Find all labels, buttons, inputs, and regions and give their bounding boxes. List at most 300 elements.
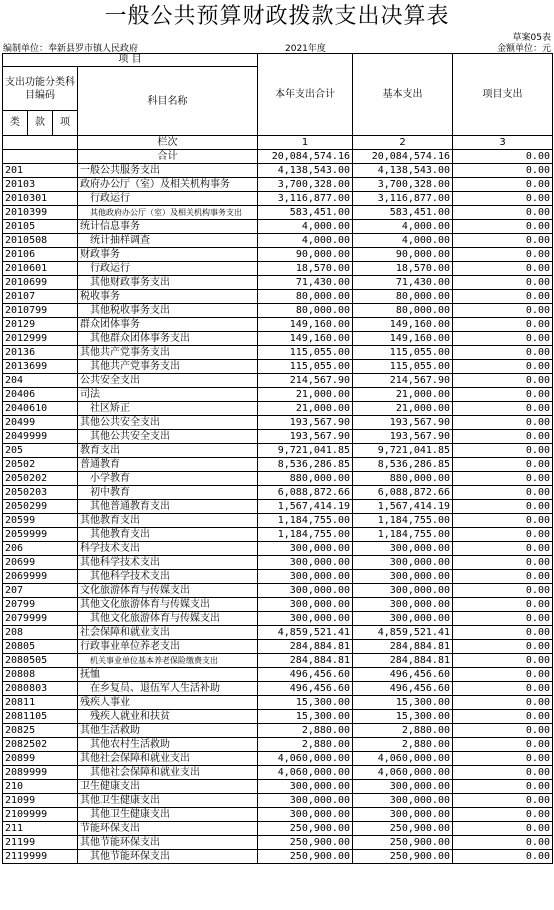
- row-code: 2050299: [3, 500, 78, 514]
- row-total: 115,055.00: [258, 346, 353, 360]
- row-project: 0.00: [453, 822, 553, 836]
- row-basic: 250,900.00: [353, 836, 453, 850]
- row-project: 0.00: [453, 304, 553, 318]
- table-row: [3, 248, 553, 262]
- row-basic: 4,859,521.41: [353, 626, 453, 640]
- row-total: 214,567.90: [258, 374, 353, 388]
- row-name: 其他卫生健康支出: [78, 794, 258, 808]
- row-basic: 21,000.00: [353, 388, 453, 402]
- kuan-header: 款: [28, 111, 53, 136]
- row-basic: 80,000.00: [353, 304, 453, 318]
- table-row: [3, 528, 553, 542]
- row-basic: 80,000.00: [353, 290, 453, 304]
- table-row: [3, 752, 553, 766]
- row-name: 抚恤: [78, 668, 258, 682]
- row-total: 149,160.00: [258, 332, 353, 346]
- row-project: 0.00: [453, 388, 553, 402]
- table-row: [3, 626, 553, 640]
- row-project: 0.00: [453, 808, 553, 822]
- row-name: 社区矫正: [78, 402, 258, 416]
- col-basic-header: 基本支出: [353, 54, 453, 136]
- row-name: 司法: [78, 388, 258, 402]
- table-row: [3, 416, 553, 430]
- table-row: [3, 696, 553, 710]
- row-total: 80,000.00: [258, 290, 353, 304]
- row-total: 4,000.00: [258, 220, 353, 234]
- row-code: 20499: [3, 416, 78, 430]
- row-code: 2050202: [3, 472, 78, 486]
- row-total: 4,859,521.41: [258, 626, 353, 640]
- row-total: 80,000.00: [258, 304, 353, 318]
- row-basic: 3,116,877.00: [353, 192, 453, 206]
- row-name: 其他教育支出: [78, 514, 258, 528]
- table-row: [3, 332, 553, 346]
- row-basic: 193,567.90: [353, 416, 453, 430]
- row-name: 财政事务: [78, 248, 258, 262]
- row-name: 其他社会保障和就业支出: [78, 752, 258, 766]
- row-project: 0.00: [453, 248, 553, 262]
- row-code: 20502: [3, 458, 78, 472]
- row-name: 小学教育: [78, 472, 258, 486]
- row-basic: 300,000.00: [353, 542, 453, 556]
- row-basic: 284,884.81: [353, 654, 453, 668]
- row-code: 2012999: [3, 332, 78, 346]
- row-project: 0.00: [453, 276, 553, 290]
- total-amount: 20,084,574.16: [258, 150, 353, 164]
- row-total: 300,000.00: [258, 598, 353, 612]
- budget-table: [2, 53, 553, 864]
- row-code: 206: [3, 542, 78, 556]
- row-name: 其他节能环保支出: [78, 850, 258, 864]
- row-code: 20106: [3, 248, 78, 262]
- row-total: 250,900.00: [258, 822, 353, 836]
- row-code: 2109999: [3, 808, 78, 822]
- row-name: 卫生健康支出: [78, 780, 258, 794]
- row-code: 20805: [3, 640, 78, 654]
- row-total: 4,138,543.00: [258, 164, 353, 178]
- row-name: 初中教育: [78, 486, 258, 500]
- table-row: [3, 822, 553, 836]
- table-row: [3, 500, 553, 514]
- row-code: 211: [3, 822, 78, 836]
- row-code: 2010301: [3, 192, 78, 206]
- row-code: 2079999: [3, 612, 78, 626]
- row-basic: 496,456.60: [353, 668, 453, 682]
- row-total: 1,567,414.19: [258, 500, 353, 514]
- row-basic: 6,088,872.66: [353, 486, 453, 500]
- reporting-unit: 编制单位：奉新县罗市镇人民政府: [3, 44, 139, 54]
- row-name: 机关事业单位基本养老保险缴费支出: [78, 654, 258, 668]
- row-basic: 9,721,041.85: [353, 444, 453, 458]
- row-project: 0.00: [453, 164, 553, 178]
- row-project: 0.00: [453, 486, 553, 500]
- row-code: 20129: [3, 318, 78, 332]
- lei-header: 类: [3, 111, 28, 136]
- table-row: [3, 430, 553, 444]
- row-basic: 4,000.00: [353, 220, 453, 234]
- total-basic: 20,084,574.16: [353, 150, 453, 164]
- row-total: 300,000.00: [258, 612, 353, 626]
- row-code: 2080803: [3, 682, 78, 696]
- row-total: 300,000.00: [258, 570, 353, 584]
- table-row: [3, 710, 553, 724]
- row-total: 300,000.00: [258, 542, 353, 556]
- row-total: 583,451.00: [258, 206, 353, 220]
- table-row: [3, 290, 553, 304]
- col-index-1: 1: [258, 136, 353, 150]
- row-total: 3,700,328.00: [258, 178, 353, 192]
- row-code: 2013699: [3, 360, 78, 374]
- row-project: 0.00: [453, 598, 553, 612]
- row-basic: 250,900.00: [353, 850, 453, 864]
- row-code: 20107: [3, 290, 78, 304]
- row-basic: 21,000.00: [353, 402, 453, 416]
- row-project: 0.00: [453, 752, 553, 766]
- row-total: 4,000.00: [258, 234, 353, 248]
- row-project: 0.00: [453, 290, 553, 304]
- row-total: 2,880.00: [258, 724, 353, 738]
- row-project: 0.00: [453, 556, 553, 570]
- row-total: 496,456.60: [258, 668, 353, 682]
- row-project: 0.00: [453, 234, 553, 248]
- table-row: [3, 374, 553, 388]
- row-basic: 214,567.90: [353, 374, 453, 388]
- row-basic: 300,000.00: [353, 794, 453, 808]
- row-project: 0.00: [453, 416, 553, 430]
- row-basic: 880,000.00: [353, 472, 453, 486]
- table-row: [3, 570, 553, 584]
- table-row: [3, 612, 553, 626]
- row-total: 300,000.00: [258, 808, 353, 822]
- row-total: 300,000.00: [258, 780, 353, 794]
- row-basic: 2,880.00: [353, 738, 453, 752]
- row-name: 其他科学技术支出: [78, 570, 258, 584]
- row-name: 群众团体事务: [78, 318, 258, 332]
- row-total: 880,000.00: [258, 472, 353, 486]
- row-project: 0.00: [453, 472, 553, 486]
- table-row: [3, 738, 553, 752]
- row-code: 20799: [3, 598, 78, 612]
- row-code: 2040610: [3, 402, 78, 416]
- row-code: 2010508: [3, 234, 78, 248]
- row-basic: 193,567.90: [353, 430, 453, 444]
- row-project: 0.00: [453, 570, 553, 584]
- table-row: [3, 206, 553, 220]
- row-code: 2050203: [3, 486, 78, 500]
- table-row: [3, 388, 553, 402]
- row-project: 0.00: [453, 220, 553, 234]
- row-code: 20103: [3, 178, 78, 192]
- row-total: 300,000.00: [258, 556, 353, 570]
- row-total: 193,567.90: [258, 430, 353, 444]
- row-code: 2119999: [3, 850, 78, 864]
- row-code: 2010799: [3, 304, 78, 318]
- row-project: 0.00: [453, 444, 553, 458]
- row-code: 20825: [3, 724, 78, 738]
- row-code: 21099: [3, 794, 78, 808]
- table-row: [3, 178, 553, 192]
- table-row: [3, 346, 553, 360]
- row-basic: 18,570.00: [353, 262, 453, 276]
- item-group-header: 项 目: [3, 54, 258, 67]
- table-row: [3, 164, 553, 178]
- row-code: 2081105: [3, 710, 78, 724]
- row-basic: 300,000.00: [353, 780, 453, 794]
- row-name: 统计抽样调查: [78, 234, 258, 248]
- table-row: [3, 766, 553, 780]
- row-total: 496,456.60: [258, 682, 353, 696]
- row-name: 统计信息事务: [78, 220, 258, 234]
- row-total: 71,430.00: [258, 276, 353, 290]
- row-project: 0.00: [453, 206, 553, 220]
- row-code: 20406: [3, 388, 78, 402]
- row-name: 普通教育: [78, 458, 258, 472]
- row-total: 4,060,000.00: [258, 752, 353, 766]
- row-basic: 3,700,328.00: [353, 178, 453, 192]
- row-code: 20136: [3, 346, 78, 360]
- table-row: [3, 654, 553, 668]
- table-row: [3, 444, 553, 458]
- row-project: 0.00: [453, 696, 553, 710]
- row-basic: 1,184,755.00: [353, 528, 453, 542]
- table-row: [3, 780, 553, 794]
- row-total: 1,184,755.00: [258, 514, 353, 528]
- table-row: [3, 192, 553, 206]
- row-total: 21,000.00: [258, 388, 353, 402]
- row-project: 0.00: [453, 654, 553, 668]
- table-row: [3, 220, 553, 234]
- fiscal-year: 2021年度: [285, 44, 326, 54]
- row-basic: 4,138,543.00: [353, 164, 453, 178]
- row-name: 其他税收事务支出: [78, 304, 258, 318]
- row-project: 0.00: [453, 262, 553, 276]
- row-code: 204: [3, 374, 78, 388]
- row-basic: 300,000.00: [353, 584, 453, 598]
- row-project: 0.00: [453, 668, 553, 682]
- row-code: 20808: [3, 668, 78, 682]
- row-name: 其他生活救助: [78, 724, 258, 738]
- table-row: [3, 304, 553, 318]
- row-basic: 4,060,000.00: [353, 752, 453, 766]
- row-total: 284,884.81: [258, 654, 353, 668]
- row-basic: 2,880.00: [353, 724, 453, 738]
- col-index-2: 2: [353, 136, 453, 150]
- row-project: 0.00: [453, 612, 553, 626]
- row-total: 90,000.00: [258, 248, 353, 262]
- table-row: [3, 724, 553, 738]
- row-total: 115,055.00: [258, 360, 353, 374]
- row-basic: 583,451.00: [353, 206, 453, 220]
- table-row: [3, 850, 553, 864]
- row-name: 其他节能环保支出: [78, 836, 258, 850]
- col-index-3: 3: [453, 136, 553, 150]
- row-code: 208: [3, 626, 78, 640]
- row-project: 0.00: [453, 332, 553, 346]
- table-row: [3, 402, 553, 416]
- row-total: 250,900.00: [258, 836, 353, 850]
- row-basic: 15,300.00: [353, 710, 453, 724]
- row-project: 0.00: [453, 794, 553, 808]
- row-total: 9,721,041.85: [258, 444, 353, 458]
- row-basic: 4,000.00: [353, 234, 453, 248]
- row-project: 0.00: [453, 682, 553, 696]
- row-name: 节能环保支出: [78, 822, 258, 836]
- table-row: [3, 276, 553, 290]
- row-code: 207: [3, 584, 78, 598]
- row-project: 0.00: [453, 192, 553, 206]
- table-row: [3, 262, 553, 276]
- row-basic: 1,567,414.19: [353, 500, 453, 514]
- row-name: 社会保障和就业支出: [78, 626, 258, 640]
- row-code: 205: [3, 444, 78, 458]
- row-code: 2049999: [3, 430, 78, 444]
- table-row: [3, 472, 553, 486]
- row-total: 3,116,877.00: [258, 192, 353, 206]
- row-basic: 115,055.00: [353, 346, 453, 360]
- row-name: 在乡复员、退伍军人生活补助: [78, 682, 258, 696]
- row-project: 0.00: [453, 360, 553, 374]
- row-code: 2010699: [3, 276, 78, 290]
- row-project: 0.00: [453, 514, 553, 528]
- row-project: 0.00: [453, 346, 553, 360]
- row-name: 其他政府办公厅（室）及相关机构事务支出: [78, 206, 258, 220]
- row-project: 0.00: [453, 738, 553, 752]
- row-project: 0.00: [453, 500, 553, 514]
- table-row: [3, 360, 553, 374]
- total-label: 合计: [78, 150, 258, 164]
- form-code: 草案05表: [512, 33, 551, 43]
- table-row: [3, 794, 553, 808]
- row-name: 其他科学技术支出: [78, 556, 258, 570]
- row-basic: 496,456.60: [353, 682, 453, 696]
- row-name: 政府办公厅（室）及相关机构事务: [78, 178, 258, 192]
- row-project: 0.00: [453, 710, 553, 724]
- table-row: [3, 486, 553, 500]
- row-basic: 4,060,000.00: [353, 766, 453, 780]
- row-project: 0.00: [453, 458, 553, 472]
- row-basic: 1,184,755.00: [353, 514, 453, 528]
- row-total: 193,567.90: [258, 416, 353, 430]
- table-row: [3, 514, 553, 528]
- row-basic: 250,900.00: [353, 822, 453, 836]
- row-name: 公共安全支出: [78, 374, 258, 388]
- table-row: [3, 682, 553, 696]
- row-name: 其他文化旅游体育与传媒支出: [78, 598, 258, 612]
- row-total: 284,884.81: [258, 640, 353, 654]
- row-name: 其他财政事务支出: [78, 276, 258, 290]
- row-name: 科学技术支出: [78, 542, 258, 556]
- row-project: 0.00: [453, 780, 553, 794]
- row-total: 15,300.00: [258, 710, 353, 724]
- row-basic: 71,430.00: [353, 276, 453, 290]
- row-project: 0.00: [453, 542, 553, 556]
- row-project: 0.00: [453, 850, 553, 864]
- row-basic: 300,000.00: [353, 556, 453, 570]
- meta-bar: [0, 40, 554, 53]
- row-name: 其他共产党事务支出: [78, 360, 258, 374]
- row-name: 行政运行: [78, 192, 258, 206]
- row-code: 2059999: [3, 528, 78, 542]
- row-project: 0.00: [453, 318, 553, 332]
- table-row: [3, 234, 553, 248]
- row-code: 2080505: [3, 654, 78, 668]
- row-code: 2069999: [3, 570, 78, 584]
- row-name: 税收事务: [78, 290, 258, 304]
- row-total: 300,000.00: [258, 794, 353, 808]
- row-basic: 284,884.81: [353, 640, 453, 654]
- code-header: 支出功能分类科目编码: [3, 67, 78, 111]
- row-name: 其他共产党事务支出: [78, 346, 258, 360]
- row-total: 1,184,755.00: [258, 528, 353, 542]
- row-project: 0.00: [453, 766, 553, 780]
- row-total: 4,060,000.00: [258, 766, 353, 780]
- row-project: 0.00: [453, 374, 553, 388]
- col-project-header: 项目支出: [453, 54, 553, 136]
- row-name: 残疾人事业: [78, 696, 258, 710]
- row-total: 250,900.00: [258, 850, 353, 864]
- row-name: 其他社会保障和就业支出: [78, 766, 258, 780]
- row-project: 0.00: [453, 402, 553, 416]
- row-basic: 149,160.00: [353, 318, 453, 332]
- row-basic: 8,536,286.85: [353, 458, 453, 472]
- row-basic: 15,300.00: [353, 696, 453, 710]
- table-row: [3, 836, 553, 850]
- table-row: [3, 458, 553, 472]
- row-name: 其他教育支出: [78, 528, 258, 542]
- row-code: 20105: [3, 220, 78, 234]
- table-row: [3, 584, 553, 598]
- table-row: [3, 668, 553, 682]
- row-basic: 300,000.00: [353, 570, 453, 584]
- row-name: 教育支出: [78, 444, 258, 458]
- row-total: 21,000.00: [258, 402, 353, 416]
- row-project: 0.00: [453, 640, 553, 654]
- xiang-header: 项: [53, 111, 78, 136]
- row-total: 8,536,286.85: [258, 458, 353, 472]
- row-name: 行政运行: [78, 262, 258, 276]
- row-total: 15,300.00: [258, 696, 353, 710]
- row-project: 0.00: [453, 528, 553, 542]
- row-code: 210: [3, 780, 78, 794]
- row-total: 18,570.00: [258, 262, 353, 276]
- page-title: 一般公共预算财政拨款支出决算表: [104, 4, 450, 29]
- row-name: 其他群众团体事务支出: [78, 332, 258, 346]
- row-name: 其他卫生健康支出: [78, 808, 258, 822]
- row-code: 2089999: [3, 766, 78, 780]
- row-name: 文化旅游体育与传媒支出: [78, 584, 258, 598]
- name-header: 科目名称: [78, 67, 258, 136]
- row-code: 20899: [3, 752, 78, 766]
- row-code: 2010601: [3, 262, 78, 276]
- table-row: [3, 542, 553, 556]
- row-code: 2082502: [3, 738, 78, 752]
- row-code: 21199: [3, 836, 78, 850]
- row-project: 0.00: [453, 178, 553, 192]
- row-name: 其他公共安全支出: [78, 430, 258, 444]
- table-row: [3, 808, 553, 822]
- row-code: 2010399: [3, 206, 78, 220]
- row-name: 一般公共服务支出: [78, 164, 258, 178]
- row-basic: 90,000.00: [353, 248, 453, 262]
- row-name: 其他文化旅游体育与传媒支出: [78, 612, 258, 626]
- row-project: 0.00: [453, 626, 553, 640]
- row-name: 其他公共安全支出: [78, 416, 258, 430]
- row-project: 0.00: [453, 430, 553, 444]
- row-code: 201: [3, 164, 78, 178]
- row-basic: 300,000.00: [353, 808, 453, 822]
- col-total-header: 本年支出合计: [258, 54, 353, 136]
- row-project: 0.00: [453, 724, 553, 738]
